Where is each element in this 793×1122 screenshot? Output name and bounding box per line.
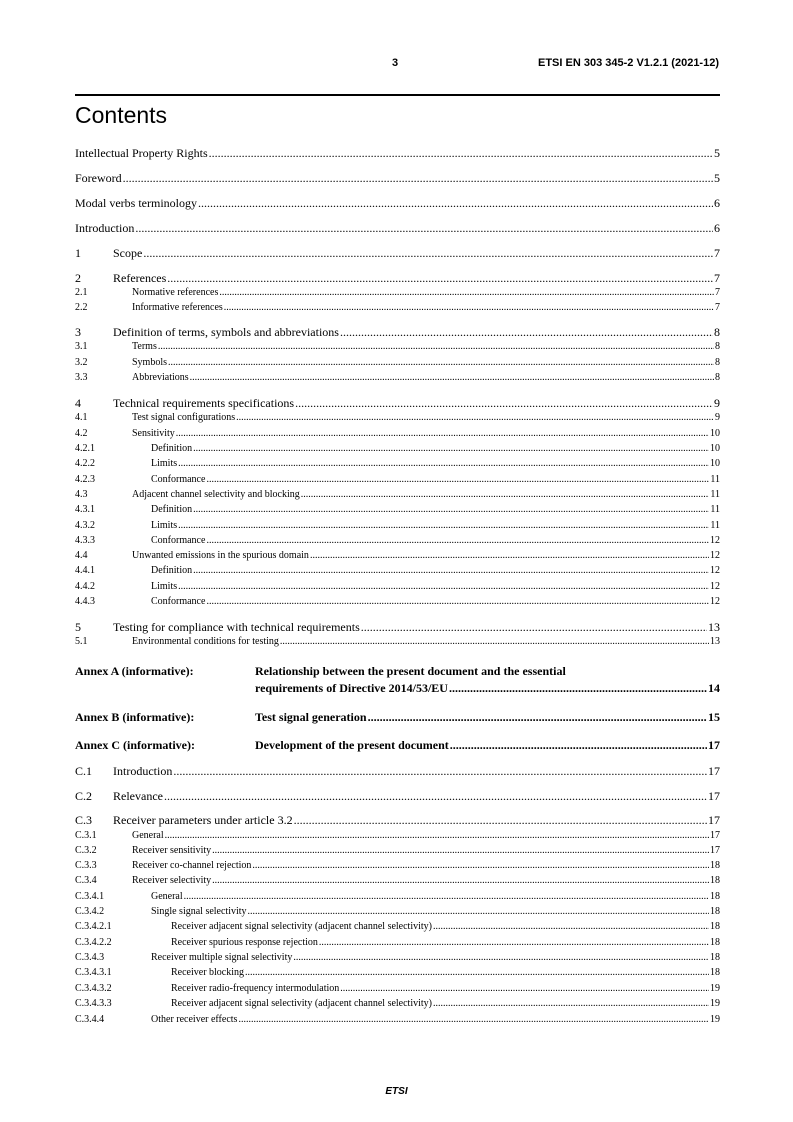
toc-entry-number: C.3.1 [75, 830, 97, 841]
toc-entry-page: 5 [714, 146, 720, 160]
dot-leader [433, 998, 709, 1009]
dot-leader [178, 458, 709, 469]
dot-leader [294, 813, 707, 828]
toc-entry-title: Receiver spurious response rejection [171, 937, 318, 948]
toc-entry-page: 10 [710, 443, 720, 454]
toc-entry-number: C.3.4.1 [75, 891, 105, 902]
toc-entry-title: Unwanted emissions in the spurious domain [132, 550, 309, 561]
dot-leader [245, 967, 709, 978]
toc-entry-number: C.3 [75, 813, 93, 827]
dot-leader [319, 937, 709, 948]
toc-entry-title: References [113, 271, 167, 285]
dot-leader [248, 906, 709, 917]
toc-entry-page: 13 [708, 620, 720, 634]
toc-entry-page: 11 [710, 504, 720, 515]
toc-entry-page: 17 [708, 789, 720, 803]
dot-leader [176, 428, 709, 439]
toc-entry[interactable] [75, 489, 720, 500]
toc-entry[interactable] [75, 845, 720, 856]
page-title: Contents [75, 102, 168, 128]
toc-entry[interactable] [75, 764, 720, 779]
dot-leader [340, 325, 713, 340]
toc-entry[interactable] [75, 458, 720, 469]
annex-title: requirements of Directive 2014/53/EU [255, 681, 448, 695]
toc-entry-number: 4.3.1 [75, 504, 95, 515]
toc-entry[interactable] [75, 271, 720, 286]
dot-leader [209, 146, 713, 161]
toc-entry-title: Conformance [151, 596, 206, 607]
toc-entry-number: 4.2 [75, 428, 88, 439]
toc-entry-number: 3.2 [75, 357, 88, 368]
toc-entry-title: Limits [151, 520, 178, 531]
toc-entry-title: Foreword [75, 171, 122, 185]
toc-entry-number: 4.2.1 [75, 443, 95, 454]
toc-entry[interactable] [75, 325, 720, 340]
toc-entry[interactable] [75, 535, 720, 546]
toc-entry-number: C.3.4 [75, 875, 97, 886]
toc-entry-title: Adjacent channel selectivity and blocking [132, 489, 300, 500]
toc-entry-title: Receiver co-channel rejection [132, 860, 252, 871]
toc-entry-title: Technical requirements specifications [113, 396, 295, 410]
toc-entry-title: General [132, 830, 164, 841]
toc-entry[interactable] [75, 504, 720, 515]
toc-entry[interactable] [75, 937, 720, 948]
toc-entry-page: 18 [710, 967, 720, 978]
annex-entry[interactable] [255, 738, 720, 753]
dot-leader [123, 171, 713, 186]
toc-entry[interactable] [75, 171, 720, 186]
dot-leader [178, 520, 709, 531]
toc-entry[interactable] [75, 906, 720, 917]
toc-entry[interactable] [75, 596, 720, 607]
dot-leader [236, 412, 714, 423]
toc-entry[interactable] [75, 357, 720, 368]
toc-entry-page: 10 [710, 428, 720, 439]
toc-entry-page: 18 [710, 860, 720, 871]
toc-entry[interactable] [75, 396, 720, 411]
toc-entry-title: Receiver radio-frequency intermodulation [171, 983, 340, 994]
toc-entry-title: Scope [113, 246, 143, 260]
toc-entry-title: Terms [132, 341, 157, 352]
dot-leader [301, 489, 710, 500]
toc-entry-page: 17 [710, 830, 720, 841]
toc-entry-page: 8 [715, 372, 720, 383]
toc-entry[interactable] [75, 581, 720, 592]
toc-entry[interactable] [75, 412, 720, 423]
dot-leader [219, 287, 714, 298]
toc-entry-number: 3.3 [75, 372, 88, 383]
toc-entry-number: 4.4 [75, 550, 88, 561]
toc-entry-title: Definition [151, 565, 193, 576]
toc-entry-page: 18 [710, 875, 720, 886]
toc-entry-title: Limits [151, 458, 178, 469]
dot-leader [280, 636, 709, 647]
toc-entry-number: C.3.4.3 [75, 952, 105, 963]
toc-entry-number: 4.4.2 [75, 581, 95, 592]
toc-entry-page: 18 [710, 921, 720, 932]
toc-entry-page: 19 [710, 1014, 720, 1025]
toc-entry-page: 7 [714, 246, 720, 260]
dot-leader [193, 504, 709, 515]
toc-entry-title: Receiver selectivity [132, 875, 212, 886]
toc-entry-title: Receiver multiple signal selectivity [151, 952, 293, 963]
toc-entry[interactable] [75, 550, 720, 561]
dot-leader [193, 443, 709, 454]
toc-entry-title: Other receiver effects [151, 1014, 238, 1025]
toc-entry[interactable] [75, 474, 720, 485]
dot-leader [143, 246, 713, 261]
toc-entry-title: Normative references [132, 287, 219, 298]
dot-leader [361, 620, 707, 635]
toc-entry-page: 13 [710, 636, 720, 647]
toc-entry-page: 7 [715, 287, 720, 298]
toc-entry-number: C.3.4.2.2 [75, 937, 112, 948]
toc-entry-title: Intellectual Property Rights [75, 146, 208, 160]
toc-entry[interactable] [75, 221, 720, 236]
toc-entry-number: 2.2 [75, 302, 88, 313]
toc-entry-number: C.3.4.4 [75, 1014, 105, 1025]
toc-entry-page: 12 [710, 581, 720, 592]
toc-entry[interactable] [75, 246, 720, 261]
toc-entry-page: 18 [710, 952, 720, 963]
dot-leader [198, 196, 713, 211]
toc-entry-title: Receiver blocking [171, 967, 245, 978]
toc-entry[interactable] [75, 302, 720, 313]
toc-entry-number: 4.1 [75, 412, 88, 423]
toc-entry-title: Environmental conditions for testing [132, 636, 279, 647]
toc-entry-page: 17 [708, 764, 720, 778]
header-rule [75, 94, 720, 96]
toc-entry-title: Informative references [132, 302, 223, 313]
toc-entry-page: 12 [710, 550, 720, 561]
dot-leader [340, 983, 709, 994]
annex-label: Annex B (informative): [75, 710, 195, 724]
toc-entry-title: Definition [151, 443, 193, 454]
toc-entry-page: 7 [714, 271, 720, 285]
toc-entry-title: Single signal selectivity [151, 906, 247, 917]
toc-entry-page: 19 [710, 998, 720, 1009]
toc-entry-number: C.3.4.3.1 [75, 967, 112, 978]
dot-leader [212, 845, 709, 856]
toc-entry-title: Definition [151, 504, 193, 515]
annex-title-line[interactable]: Relationship between the present document and the essential [255, 664, 566, 678]
annex-page: 15 [708, 710, 720, 724]
toc-entry-number: C.3.2 [75, 845, 97, 856]
toc-entry-page: 6 [714, 196, 720, 210]
toc-entry-page: 9 [715, 412, 720, 423]
toc-entry-page: 17 [708, 813, 720, 827]
toc-entry-title: Receiver adjacent signal selectivity (adjacent channel selectivity) [171, 921, 432, 932]
toc-entry[interactable] [75, 443, 720, 454]
toc-entry-number: 4.2.3 [75, 474, 95, 485]
dot-leader [450, 738, 707, 753]
toc-entry[interactable] [75, 921, 720, 932]
dot-leader [433, 921, 709, 932]
toc-entry-page: 11 [710, 520, 720, 531]
toc-entry-page: 8 [714, 325, 720, 339]
toc-entry-page: 18 [710, 891, 720, 902]
dot-leader [164, 789, 707, 804]
toc-entry[interactable] [75, 860, 720, 871]
toc-entry-page: 11 [710, 489, 720, 500]
annex-label: Annex A (informative): [75, 664, 194, 678]
annex-label: Annex C (informative): [75, 738, 195, 752]
dot-leader [165, 830, 709, 841]
toc-entry-number: 3 [75, 325, 81, 339]
toc-entry[interactable] [75, 620, 720, 635]
toc-entry[interactable] [75, 341, 720, 352]
toc-entry-page: 10 [710, 458, 720, 469]
toc-entry-page: 18 [710, 906, 720, 917]
toc-entry-title: Definition of terms, symbols and abbreviations [113, 325, 339, 339]
toc-entry[interactable] [75, 520, 720, 531]
toc-entry-number: 4.4.1 [75, 565, 95, 576]
dot-leader [178, 581, 709, 592]
dot-leader [368, 710, 707, 725]
toc-entry-title: Modal verbs terminology [75, 196, 197, 210]
dot-leader [206, 596, 709, 607]
dot-leader [158, 341, 714, 352]
toc-entry-page: 7 [715, 302, 720, 313]
toc-entry[interactable] [75, 983, 720, 994]
annex-entry[interactable] [255, 681, 720, 696]
toc-entry-number: C.3.4.3.3 [75, 998, 112, 1009]
dot-leader [295, 396, 713, 411]
toc-entry-title: Introduction [75, 221, 135, 235]
toc-entry-number: 4.3 [75, 489, 88, 500]
dot-leader [293, 952, 709, 963]
toc-entry[interactable] [75, 565, 720, 576]
document-id: ETSI EN 303 345-2 V1.2.1 (2021-12) [538, 57, 719, 69]
toc-entry[interactable] [75, 952, 720, 963]
toc-entry-title: Test signal configurations [132, 412, 236, 423]
toc-entry-number: 5 [75, 620, 81, 634]
page-number: 3 [392, 57, 399, 69]
toc-entry-number: 3.1 [75, 341, 88, 352]
toc-entry-page: 12 [710, 565, 720, 576]
toc-entry-page: 8 [715, 357, 720, 368]
toc-entry[interactable] [75, 1014, 720, 1025]
toc-entry[interactable] [75, 636, 720, 647]
dot-leader [167, 271, 713, 286]
toc-entry[interactable] [75, 998, 720, 1009]
dot-leader [135, 221, 713, 236]
toc-entry-page: 5 [714, 171, 720, 185]
toc-entry-number: 4.2.2 [75, 458, 95, 469]
toc-entry-title: Limits [151, 581, 178, 592]
dot-leader [206, 474, 709, 485]
dot-leader [449, 681, 707, 696]
dot-leader [184, 891, 709, 902]
annex-page: 14 [708, 681, 720, 695]
toc-entry[interactable] [75, 830, 720, 841]
dot-leader [310, 550, 709, 561]
toc-entry-number: C.3.4.2.1 [75, 921, 112, 932]
dot-leader [212, 875, 709, 886]
toc-entry-title: Testing for compliance with technical requirements [113, 620, 360, 634]
dot-leader [238, 1014, 709, 1025]
toc-entry-title: Sensitivity [132, 428, 175, 439]
toc-entry-number: C.3.4.3.2 [75, 983, 112, 994]
dot-leader [173, 764, 707, 779]
toc-entry-title: Relevance [113, 789, 163, 803]
dot-leader [168, 357, 714, 368]
toc-entry-title: Conformance [151, 535, 206, 546]
toc-entry-number: C.3.3 [75, 860, 97, 871]
toc-entry-title: Conformance [151, 474, 206, 485]
toc-entry-number: 4.4.3 [75, 596, 95, 607]
toc-entry-title: Introduction [113, 764, 173, 778]
toc-entry-title: Receiver sensitivity [132, 845, 212, 856]
toc-entry-page: 6 [714, 221, 720, 235]
toc-entry[interactable] [75, 372, 720, 383]
toc-entry-number: C.2 [75, 789, 93, 803]
annex-title: Test signal generation [255, 710, 367, 724]
toc-entry[interactable] [75, 428, 720, 439]
toc-entry[interactable] [75, 789, 720, 804]
toc-entry-number: 2.1 [75, 287, 88, 298]
toc-entry-page: 19 [710, 983, 720, 994]
toc-entry-number: 5.1 [75, 636, 88, 647]
dot-leader [190, 372, 714, 383]
page-footer: ETSI [385, 1086, 408, 1097]
annex-entry[interactable] [255, 710, 720, 725]
toc-entry-title: Abbreviations [132, 372, 189, 383]
toc-entry[interactable] [75, 196, 720, 211]
toc-entry-number: 1 [75, 246, 81, 260]
toc-entry-page: 11 [710, 474, 720, 485]
annex-title: Development of the present document [255, 738, 449, 752]
toc-entry-title: Receiver adjacent signal selectivity (adjacent channel selectivity) [171, 998, 432, 1009]
toc-entry-number: 4.3.2 [75, 520, 95, 531]
toc-entry-title: Receiver parameters under article 3.2 [113, 813, 293, 827]
toc-entry[interactable] [75, 146, 720, 161]
toc-entry-number: C.1 [75, 764, 93, 778]
toc-entry-number: C.3.4.2 [75, 906, 105, 917]
annex-page: 17 [708, 738, 720, 752]
dot-leader [193, 565, 709, 576]
toc-entry[interactable] [75, 891, 720, 902]
toc-entry-number: 4 [75, 396, 81, 410]
dot-leader [206, 535, 709, 546]
toc-entry[interactable] [75, 875, 720, 886]
dot-leader [224, 302, 714, 313]
toc-entry[interactable] [75, 813, 720, 828]
toc-entry-number: 2 [75, 271, 81, 285]
toc-entry-page: 17 [710, 845, 720, 856]
toc-entry-page: 18 [710, 937, 720, 948]
dot-leader [252, 860, 709, 871]
toc-entry-page: 12 [710, 535, 720, 546]
toc-entry-title: Symbols [132, 357, 168, 368]
toc-entry[interactable] [75, 967, 720, 978]
toc-entry-title: General [151, 891, 183, 902]
toc-entry-page: 12 [710, 596, 720, 607]
toc-entry-number: 4.3.3 [75, 535, 95, 546]
toc-entry-page: 8 [715, 341, 720, 352]
toc-entry-page: 9 [714, 396, 720, 410]
toc-entry[interactable] [75, 287, 720, 298]
